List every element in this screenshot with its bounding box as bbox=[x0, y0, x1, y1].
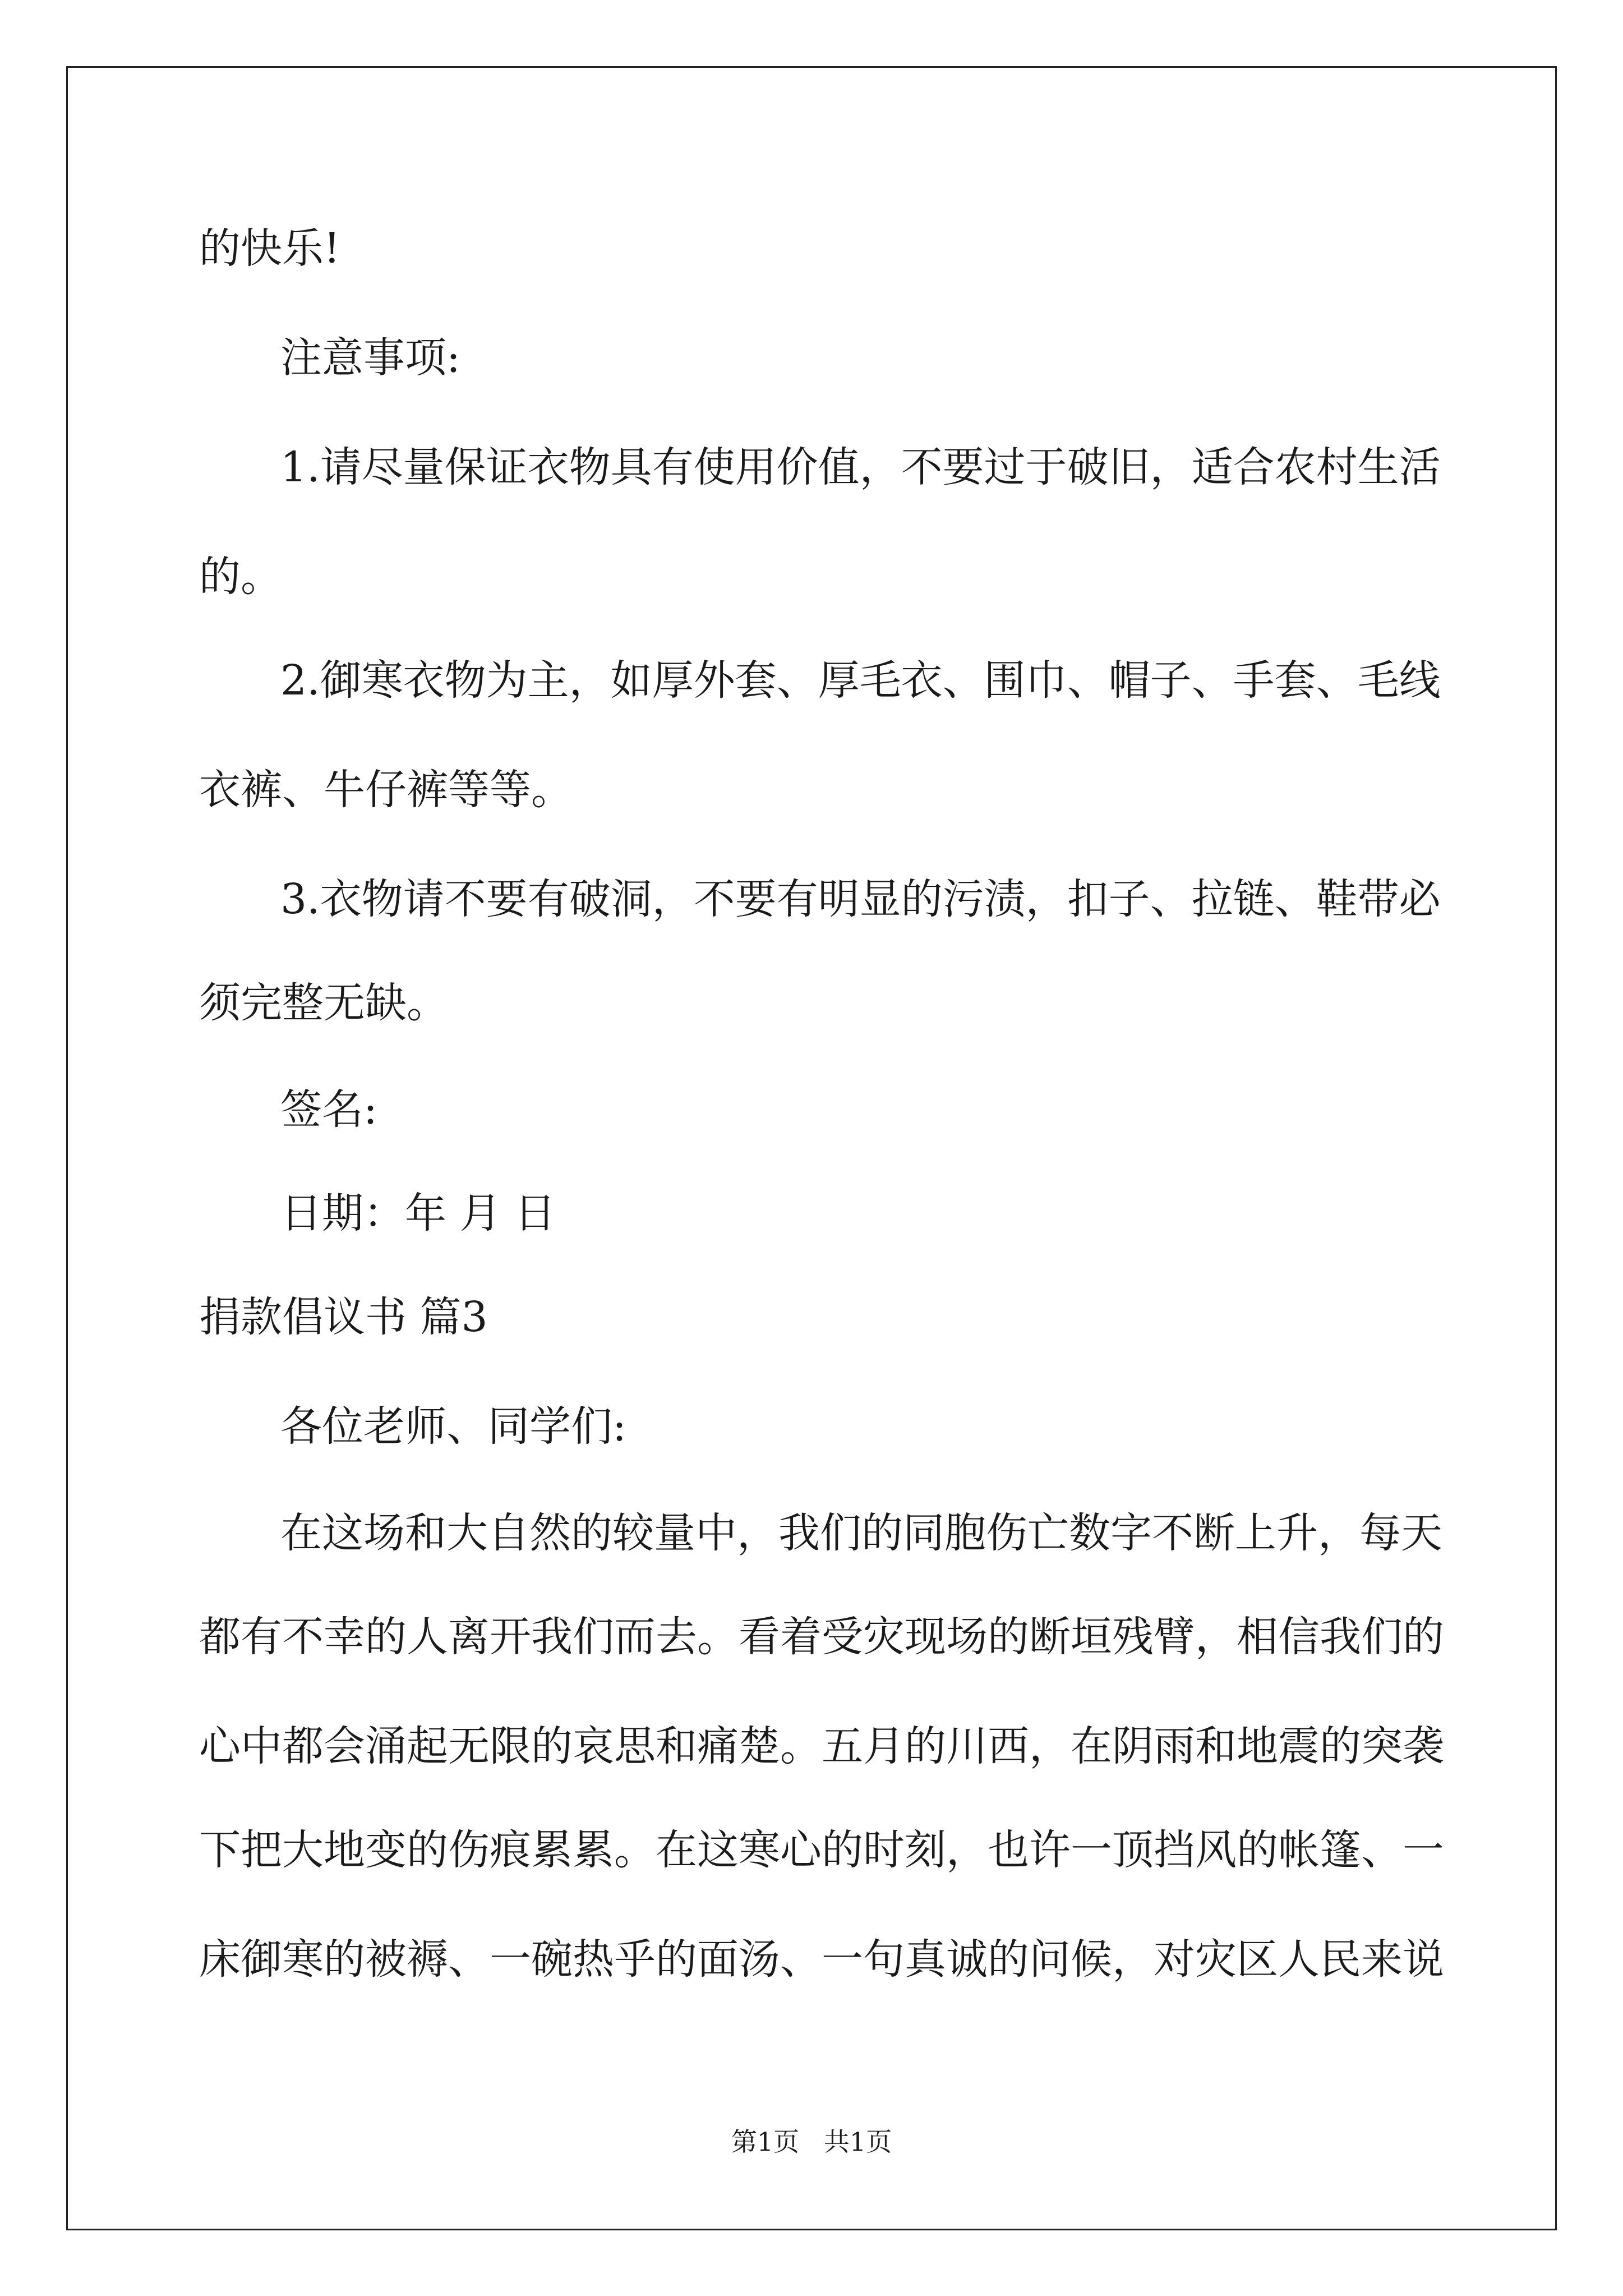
text-line: 3.衣物请不要有破洞，不要有明显的污渍，扣子、拉链、鞋带必 bbox=[280, 875, 1441, 923]
text-line: 都有不幸的人离开我们而去。看着受灾现场的断垣残臂，相信我们的 bbox=[199, 1613, 1444, 1661]
text-line: 日期：年 月 日 bbox=[280, 1189, 556, 1237]
text-line: 床御寒的被褥、一碗热乎的面汤、一句真诚的问候，对灾区人民来说 bbox=[199, 1935, 1444, 1984]
text-line: 1.请尽量保证衣物具有使用价值，不要过于破旧，适合农村生活 bbox=[280, 443, 1441, 491]
text-line: 衣裤、牛仔裤等等。 bbox=[199, 766, 573, 814]
text-line: 须完整无缺。 bbox=[199, 979, 448, 1027]
text-line: 2.御寒衣物为主，如厚外套、厚毛衣、围巾、帽子、手套、毛线 bbox=[280, 656, 1441, 705]
page-footer: 第1页 共1页 bbox=[731, 2127, 892, 2157]
text-line: 心中都会涌起无限的哀思和痛楚。五月的川西，在阴雨和地震的突袭 bbox=[199, 1722, 1444, 1770]
text-line: 各位老师、同学们: bbox=[280, 1402, 626, 1451]
text-line: 的快乐! bbox=[199, 224, 340, 273]
text-line: 在这场和大自然的较量中，我们的同胞伤亡数字不断上升，每天 bbox=[280, 1509, 1442, 1557]
page-border bbox=[66, 66, 1557, 2230]
text-line: 注意事项: bbox=[280, 334, 460, 382]
text-line: 的。 bbox=[199, 553, 282, 601]
section-heading: 捐款倡议书 篇3 bbox=[199, 1293, 488, 1341]
text-line: 签名: bbox=[280, 1085, 377, 1134]
text-line: 下把大地变的伤痕累累。在这寒心的时刻，也许一顶挡风的帐篷、一 bbox=[199, 1826, 1444, 1874]
